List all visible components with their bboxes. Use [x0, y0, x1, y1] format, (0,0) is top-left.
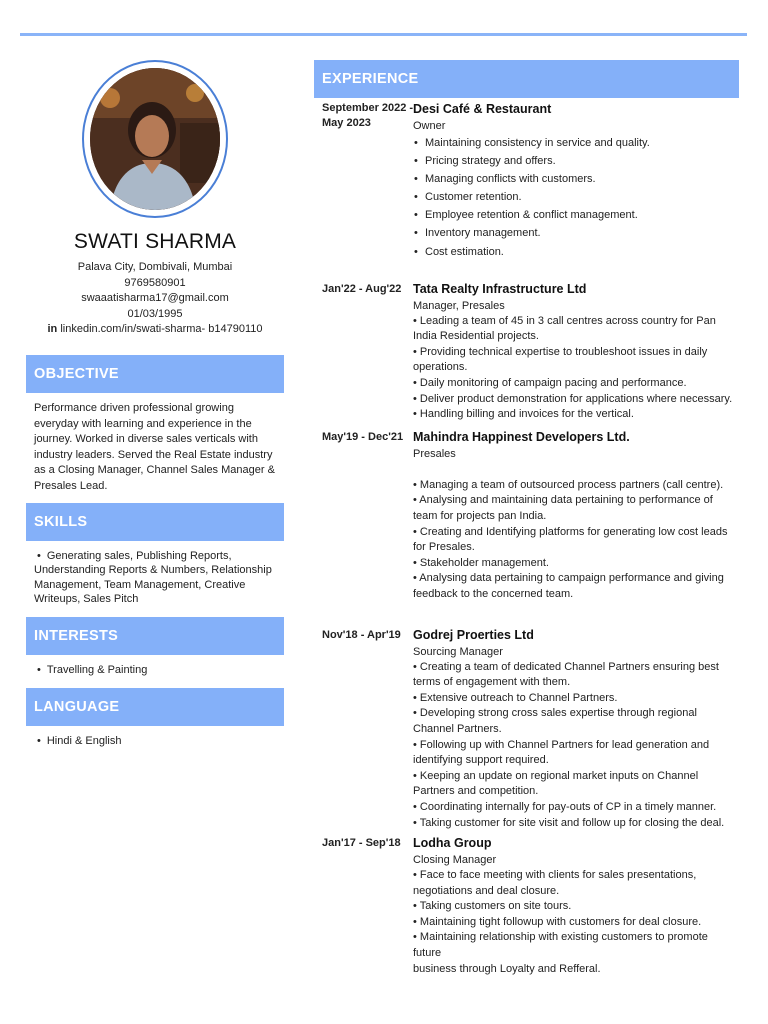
linkedin-url[interactable]: linkedin.com/in/swati-sharma- b14790110 — [60, 323, 263, 336]
dob-text: 01/03/1995 — [127, 307, 183, 320]
list-item: • Providing technical expertise to troubleshoot issues in daily operations. — [413, 345, 708, 374]
entry-role: Closing Manager — [413, 854, 497, 867]
entry-company: Lodha Group — [413, 836, 492, 851]
list-item: • Managing conflicts with customers. — [413, 170, 739, 188]
photo-image — [90, 68, 220, 210]
objective-text: Performance driven professional growing everyday with learning and experience in the journey. Worked in diverse sales verticals with industry leaders. Served the Real Estate industry as a Closing Manager, Channel Sales Manager & Presales Lead. — [34, 401, 275, 492]
linkedin-icon: in — [47, 323, 58, 336]
list-item: • Employee retention & conflict management. — [413, 206, 739, 224]
candidate-name: SWATI SHARMA — [73, 230, 237, 253]
experience-entry — [314, 281, 739, 423]
objective-heading: OBJECTIVE — [26, 355, 284, 393]
list-item: • Taking customers on site tours. — [413, 900, 572, 913]
list-item: • Developing strong cross sales expertise through regional Channel Partners. — [413, 707, 697, 735]
entry-date: May'19 - Dec'21 — [322, 430, 404, 443]
list-item: • Following up with Channel Partners for lead generation and identifying support required. — [413, 738, 710, 767]
right-column — [314, 60, 739, 977]
entry-role: Manager, Presales — [413, 299, 505, 312]
phone-text: 9769580901 — [124, 276, 186, 289]
entry-date: September 2022 - May 2023 — [322, 102, 414, 130]
entry-company: Mahindra Happinest Developers Ltd. — [413, 429, 630, 444]
interests-heading: INTERESTS — [26, 617, 284, 655]
list-item: • Stakeholder management. — [413, 556, 549, 569]
list-item: • Keeping an update on regional market inputs on Channel Partners and competition. — [413, 769, 699, 798]
list-item: • Creating a team of dedicated Channel Partners ensuring best terms of engagement with them. — [413, 660, 719, 689]
entry-points — [413, 134, 739, 261]
experience-entry — [314, 429, 739, 603]
entry-date: Jan'22 - Aug'22 — [322, 282, 402, 295]
list-item: • Customer retention. — [413, 188, 739, 206]
linkedin-line[interactable] — [26, 322, 284, 338]
entry-date: Nov'18 - Apr'19 — [322, 628, 401, 641]
photo-ring — [82, 60, 228, 218]
list-item: • Maintaining relationship with existing customers to promote future — [413, 931, 708, 960]
list-item: • Daily monitoring of campaign pacing and performance. — [413, 377, 687, 390]
entry-body — [413, 627, 739, 832]
entry-body — [413, 429, 739, 603]
list-item: • Extensive outreach to Channel Partners. — [413, 691, 618, 704]
entry-body — [413, 281, 739, 423]
top-rule — [20, 33, 747, 36]
language-list — [26, 734, 284, 749]
entry-company: Godrej Proerties Ltd — [413, 627, 534, 642]
contact-block — [26, 260, 284, 338]
experience-entry — [314, 627, 739, 832]
entry-company: Tata Realty Infrastructure Ltd — [413, 281, 587, 296]
experience-heading: EXPERIENCE — [314, 60, 739, 98]
entry-points — [413, 314, 739, 423]
email-text[interactable]: swaaatisharma17@gmail.com — [81, 292, 229, 305]
list-item: • Handling billing and invoices for the vertical. — [413, 408, 634, 421]
list-item: • Face to face meeting with clients for sales presentations, negotiations and deal closure. — [413, 869, 697, 897]
list-item: • Maintaining consistency in service and quality. — [413, 134, 739, 152]
experience-entry — [314, 101, 739, 261]
entry-company: Desi Café & Restaurant — [413, 102, 552, 116]
entry-body — [413, 835, 739, 977]
language-heading: LANGUAGE — [26, 688, 284, 726]
list-item: • Analysing and maintaining data pertaining to performance of team for projects pan India. — [413, 494, 713, 522]
experience-entry — [314, 835, 739, 977]
list-item: • Cost estimation. — [413, 243, 739, 261]
skills-heading: SKILLS — [26, 503, 284, 541]
entry-role: Owner — [413, 120, 446, 132]
list-item: business through Loyalty and Refferal. — [413, 962, 601, 975]
entry-role: Sourcing Manager — [413, 645, 503, 658]
list-item: • Deliver product demonstration for applications where necessary. — [413, 392, 733, 405]
skills-list — [26, 549, 284, 607]
entry-body — [413, 101, 739, 261]
list-item: • Generating sales, Publishing Reports, Understanding Reports & Numbers, Relationship Management, Team Management, Creative Writeups, Sales Pitch — [26, 549, 284, 607]
entry-points — [413, 660, 739, 832]
profile-photo — [82, 60, 228, 218]
list-item: • Pricing strategy and offers. — [413, 152, 739, 170]
list-item: • Taking customer for site visit and follow up for closing the deal. — [413, 816, 725, 829]
entry-points — [413, 478, 739, 603]
list-item: • Coordinating internally for pay-outs of CP in a timely manner. — [413, 800, 717, 813]
entry-role: Presales — [413, 447, 456, 460]
left-column — [26, 60, 284, 748]
list-item: • Inventory management. — [413, 224, 739, 242]
interests-list — [26, 663, 284, 678]
list-item: • Leading a team of 45 in 3 call centres across country for Pan India Residential projects. — [413, 314, 716, 343]
list-item: • Creating and Identifying platforms for generating low cost leads for Presales. — [413, 525, 728, 554]
list-item: • Maintaining tight followup with customers for deal closure. — [413, 915, 702, 928]
list-item: • Hindi & English — [26, 734, 284, 749]
entry-points — [413, 868, 739, 977]
location-text: Palava City, Dombivali, Mumbai — [77, 261, 233, 273]
list-item: • Managing a team of outsourced process partners (call centre). — [413, 478, 724, 491]
entry-date: Jan'17 - Sep'18 — [322, 837, 401, 850]
list-item: • Analysing data pertaining to campaign performance and giving feedback to the concerned team. — [413, 572, 724, 600]
list-item: • Travelling & Painting — [26, 663, 284, 678]
